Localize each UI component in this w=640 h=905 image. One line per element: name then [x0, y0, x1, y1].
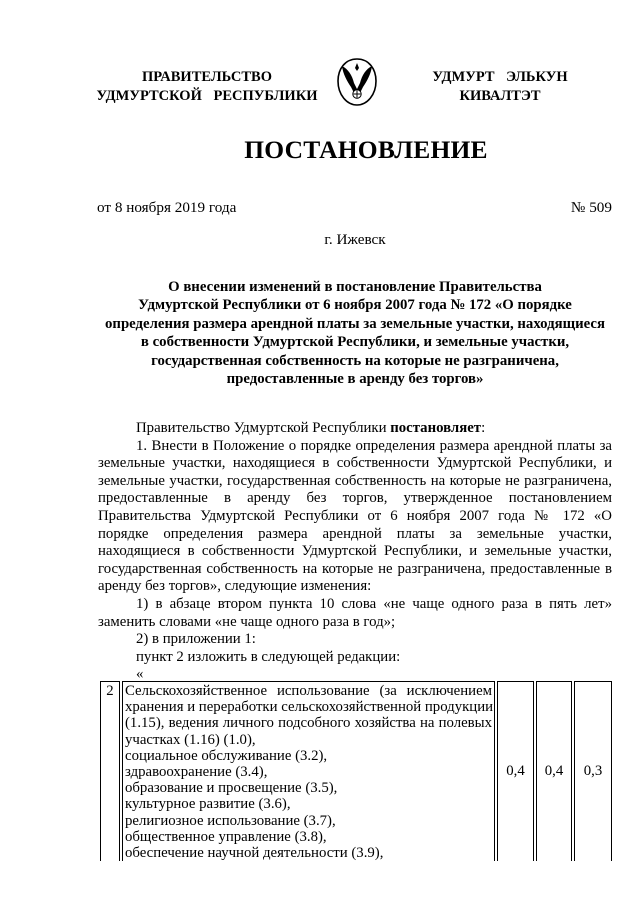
emblem-graphic	[336, 57, 378, 107]
body-line: предоставленные в аренду без торгов, утвержденное постановлением	[98, 490, 612, 507]
resolution-body	[98, 420, 612, 684]
document-number: № 509	[570, 199, 612, 216]
body-line: 2) в приложении 1:	[136, 631, 256, 648]
header-right-line: КИВАЛТЭТ	[459, 88, 541, 104]
description-line: социальное обслуживание (3.2),	[125, 747, 328, 764]
header-left-line: УДМУРТСКОЙ РЕСПУБЛИКИ	[96, 88, 318, 104]
resolution-title	[98, 278, 612, 388]
document-type-title: ПОСТАНОВЛЕНИЕ	[244, 135, 488, 164]
title-line: в собственности Удмуртской Республики, и земельные участки,	[140, 334, 570, 351]
intro-keyword: постановляет	[390, 420, 482, 436]
document-city: г. Ижевск	[324, 231, 386, 248]
document-date: от 8 ноября 2019 года	[97, 199, 237, 216]
description-line: образование и просвещение (3.5),	[125, 780, 338, 797]
description-line: обеспечение научной деятельности (3.9),	[125, 844, 384, 861]
row-number-cell	[100, 681, 120, 861]
intro-end: :	[481, 420, 486, 436]
description-line: Сельскохозяйственное использование (за исключением	[125, 683, 492, 699]
title-line: определения размера арендной платы за земельные участки, находящиеся	[105, 315, 605, 332]
title-line: О внесении изменений в постановление Правительства	[168, 279, 542, 295]
description-line: хранения и переработки сельскохозяйственной продукции	[125, 699, 494, 716]
intro-text: Правительство Удмуртской Республики	[136, 420, 391, 436]
body-line: порядке определения размера арендной платы за земельные участки,	[98, 525, 612, 542]
body-line: пункт 2 изложить в следующей редакции:	[136, 648, 401, 665]
body-line: аренду без торгов», следующие изменения:	[98, 578, 372, 595]
header-left-line: ПРАВИТЕЛЬСТВО	[142, 69, 272, 85]
body-line: находящиеся в собственности Удмуртской Республики, и земельные участки,	[98, 543, 612, 560]
description-line: общественное управление (3.8),	[125, 828, 327, 845]
rate-value-cell	[536, 681, 572, 861]
description-line: участках (1.16) (1.0),	[125, 731, 256, 748]
body-line: государственная собственность на которые не разграничена, предоставленные в	[98, 560, 612, 577]
title-line: государственная собственность на которые не разграничена,	[151, 352, 559, 369]
rate-value: 0,4	[506, 763, 525, 779]
udmurtia-coat-of-arms-icon	[336, 57, 378, 107]
header-right-line: УДМУРТ ЭЛЬКУН	[432, 69, 568, 85]
rate-value-cell	[574, 681, 612, 861]
title-line: Удмуртской Республики от 6 ноября 2007 года № 172 «О порядке	[138, 297, 572, 314]
body-line: Правительства Удмуртской Республики от 6 ноября 2007 года № 172 «О	[98, 507, 612, 524]
body-line: 1. Внести в Положение о порядке определения размера арендной платы за	[136, 437, 612, 454]
rate-value: 0,4	[544, 763, 564, 779]
government-name-russian	[80, 68, 334, 106]
row-number: 2	[106, 683, 114, 699]
description-line: культурное развитие (3.6),	[125, 796, 291, 813]
description-line: здравоохранение (3.4),	[125, 763, 268, 780]
opening-quote: «	[136, 666, 144, 683]
title-line: предоставленные в аренду без торгов»	[226, 370, 484, 387]
body-intro-line	[98, 420, 612, 438]
land-use-description-cell	[122, 681, 495, 861]
body-line: земельные участки, находящиеся в собственности Удмуртской Республики, и	[98, 455, 612, 472]
description-line: религиозное использование (3.7),	[125, 812, 336, 829]
body-line: 1) в абзаце втором пункта 10 слова «не чаще одного раза в пять лет»	[136, 595, 612, 612]
government-name-udmurt	[400, 68, 600, 106]
body-line: земельные участки, государственная собственность на которые не разграничена,	[98, 472, 612, 489]
rates-table	[100, 681, 612, 861]
description-line: (1.15), ведения личного подсобного хозяйства на полевых	[125, 715, 492, 732]
rate-value: 0,3	[583, 763, 603, 779]
body-line: заменить словами «не чаще одного раза в год»;	[98, 613, 396, 630]
rate-value-cell	[497, 681, 534, 861]
